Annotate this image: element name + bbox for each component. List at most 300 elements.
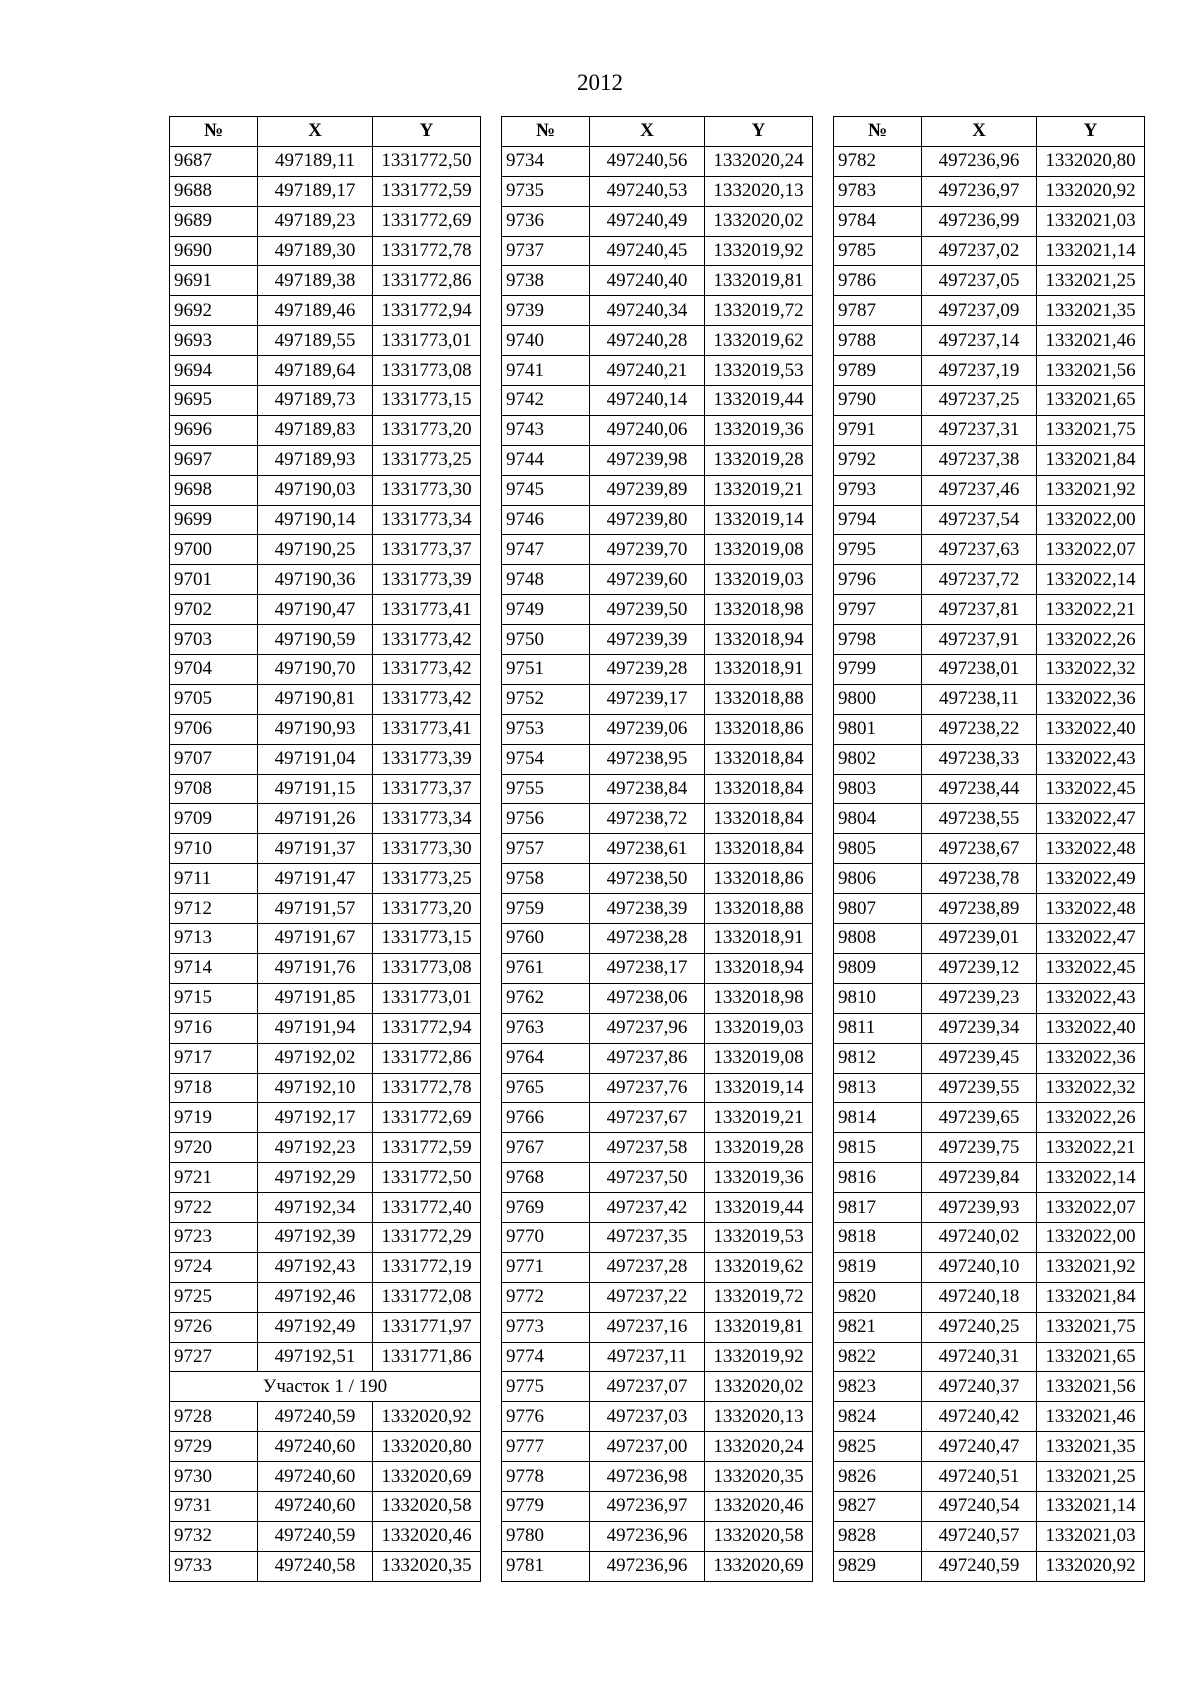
coordinate-x: 497189,17 [258, 176, 373, 206]
table-row [170, 1432, 481, 1462]
table-row [834, 625, 1145, 655]
coordinate-y: 1331773,30 [373, 834, 481, 864]
coordinate-y: 1332019,03 [705, 1013, 813, 1043]
point-number: 9698 [170, 475, 258, 505]
coordinate-x: 497237,19 [922, 356, 1037, 386]
coordinate-y: 1332019,08 [705, 535, 813, 565]
coordinate-y: 1332022,26 [1037, 625, 1145, 655]
point-number: 9762 [502, 983, 590, 1013]
coordinate-y: 1332021,46 [1037, 1402, 1145, 1432]
coordinate-x: 497237,76 [590, 1073, 705, 1103]
point-number: 9710 [170, 834, 258, 864]
point-number: 9823 [834, 1372, 922, 1402]
table-row [834, 1551, 1145, 1581]
coordinate-y: 1332020,46 [705, 1491, 813, 1521]
coordinate-y: 1332019,62 [705, 1252, 813, 1282]
coordinate-y: 1332022,40 [1037, 1013, 1145, 1043]
point-number: 9695 [170, 386, 258, 416]
coordinate-x: 497240,60 [258, 1491, 373, 1521]
point-number: 9805 [834, 834, 922, 864]
table-row [834, 774, 1145, 804]
coordinate-x: 497240,47 [922, 1432, 1037, 1462]
table-row [834, 1252, 1145, 1282]
table-row [502, 296, 813, 326]
point-number: 9714 [170, 953, 258, 983]
coordinate-y: 1332018,88 [705, 684, 813, 714]
coordinate-y: 1332018,84 [705, 744, 813, 774]
point-number: 9696 [170, 415, 258, 445]
table-row [502, 983, 813, 1013]
table-row [170, 744, 481, 774]
point-number: 9699 [170, 505, 258, 535]
point-number: 9789 [834, 356, 922, 386]
coordinate-y: 1331773,41 [373, 714, 481, 744]
coordinate-y: 1332022,14 [1037, 565, 1145, 595]
point-number: 9772 [502, 1282, 590, 1312]
table-row [170, 445, 481, 475]
point-number: 9706 [170, 714, 258, 744]
table-row [502, 894, 813, 924]
table-row [502, 445, 813, 475]
coordinate-x: 497239,60 [590, 565, 705, 595]
table-row [834, 1282, 1145, 1312]
coordinate-x: 497238,11 [922, 684, 1037, 714]
coordinate-y: 1331771,97 [373, 1312, 481, 1342]
point-number: 9707 [170, 744, 258, 774]
coordinate-y: 1332020,92 [1037, 1551, 1145, 1581]
header-x: X [590, 117, 705, 147]
coordinate-y: 1331773,15 [373, 924, 481, 954]
point-number: 9694 [170, 356, 258, 386]
coordinate-y: 1332020,24 [705, 146, 813, 176]
table-row [170, 1193, 481, 1223]
coordinate-y: 1332019,36 [705, 1163, 813, 1193]
point-number: 9711 [170, 864, 258, 894]
coordinate-x: 497238,95 [590, 744, 705, 774]
coordinate-x: 497192,34 [258, 1193, 373, 1223]
coordinate-x: 497240,42 [922, 1402, 1037, 1432]
point-number: 9783 [834, 176, 922, 206]
table-row [834, 236, 1145, 266]
table-row [834, 445, 1145, 475]
coordinate-y: 1332021,92 [1037, 475, 1145, 505]
table-row [502, 475, 813, 505]
page-number: 2012 [577, 70, 623, 95]
coordinate-x: 497240,37 [922, 1372, 1037, 1402]
table-row [834, 1312, 1145, 1342]
coordinate-x: 497240,45 [590, 236, 705, 266]
coordinate-x: 497237,46 [922, 475, 1037, 505]
coordinate-x: 497237,50 [590, 1163, 705, 1193]
header-row [834, 117, 1145, 147]
coordinate-y: 1332021,35 [1037, 296, 1145, 326]
coordinate-x: 497240,28 [590, 326, 705, 356]
table-row [834, 924, 1145, 954]
point-number: 9819 [834, 1252, 922, 1282]
table-row [502, 1282, 813, 1312]
coordinate-y: 1332018,86 [705, 864, 813, 894]
table-row [170, 625, 481, 655]
coordinate-y: 1332019,36 [705, 415, 813, 445]
coordinate-y: 1332021,25 [1037, 266, 1145, 296]
coordinate-y: 1332020,80 [373, 1432, 481, 1462]
coordinate-x: 497190,36 [258, 565, 373, 595]
point-number: 9720 [170, 1133, 258, 1163]
point-number: 9801 [834, 714, 922, 744]
table-row [170, 1312, 481, 1342]
table-row [502, 1551, 813, 1581]
point-number: 9820 [834, 1282, 922, 1312]
point-number: 9817 [834, 1193, 922, 1223]
coordinate-y: 1332018,86 [705, 714, 813, 744]
coordinate-x: 497239,80 [590, 505, 705, 535]
point-number: 9768 [502, 1163, 590, 1193]
table-row [502, 1372, 813, 1402]
coordinate-x: 497238,39 [590, 894, 705, 924]
table-row [502, 565, 813, 595]
table-row [502, 1222, 813, 1252]
point-number: 9687 [170, 146, 258, 176]
point-number: 9796 [834, 565, 922, 595]
coordinate-x: 497240,53 [590, 176, 705, 206]
coordinate-y: 1332019,81 [705, 266, 813, 296]
coordinate-y: 1331772,59 [373, 176, 481, 206]
table-row [170, 206, 481, 236]
table-row [834, 714, 1145, 744]
point-number: 9700 [170, 535, 258, 565]
coordinate-y: 1332018,94 [705, 953, 813, 983]
table-row [170, 1013, 481, 1043]
coordinate-x: 497236,97 [590, 1491, 705, 1521]
coordinate-x: 497240,14 [590, 386, 705, 416]
coordinate-x: 497192,49 [258, 1312, 373, 1342]
point-number: 9760 [502, 924, 590, 954]
table-row [502, 326, 813, 356]
coordinate-x: 497240,25 [922, 1312, 1037, 1342]
table-row [170, 894, 481, 924]
point-number: 9827 [834, 1491, 922, 1521]
coordinate-x: 497240,31 [922, 1342, 1037, 1372]
table-row [170, 475, 481, 505]
coordinate-y: 1331773,39 [373, 565, 481, 595]
table-row [170, 1043, 481, 1073]
point-number: 9758 [502, 864, 590, 894]
coordinate-y: 1332019,92 [705, 1342, 813, 1372]
coordinate-x: 497192,43 [258, 1252, 373, 1282]
point-number: 9777 [502, 1432, 590, 1462]
point-number: 9766 [502, 1103, 590, 1133]
coordinate-x: 497192,17 [258, 1103, 373, 1133]
coordinate-y: 1332020,69 [705, 1551, 813, 1581]
coordinate-y: 1332019,21 [705, 475, 813, 505]
header-no: № [170, 117, 258, 147]
table-row [834, 655, 1145, 685]
coordinate-x: 497237,02 [922, 236, 1037, 266]
coordinate-y: 1332022,36 [1037, 1043, 1145, 1073]
table-row [170, 655, 481, 685]
coordinate-y: 1332021,84 [1037, 445, 1145, 475]
coordinate-x: 497189,23 [258, 206, 373, 236]
point-number: 9826 [834, 1462, 922, 1492]
coordinate-y: 1332022,00 [1037, 1222, 1145, 1252]
point-number: 9755 [502, 774, 590, 804]
coordinate-y: 1331772,86 [373, 1043, 481, 1073]
table-row [834, 326, 1145, 356]
coordinate-x: 497236,98 [590, 1462, 705, 1492]
table-row [834, 1013, 1145, 1043]
point-number: 9808 [834, 924, 922, 954]
table-row [834, 415, 1145, 445]
coordinate-x: 497240,59 [922, 1551, 1037, 1581]
table-row [170, 266, 481, 296]
coordinate-y: 1332019,81 [705, 1312, 813, 1342]
coordinate-x: 497239,45 [922, 1043, 1037, 1073]
point-number: 9793 [834, 475, 922, 505]
point-number: 9813 [834, 1073, 922, 1103]
point-number: 9784 [834, 206, 922, 236]
point-number: 9767 [502, 1133, 590, 1163]
point-number: 9770 [502, 1222, 590, 1252]
table-row [170, 176, 481, 206]
coordinate-y: 1331773,30 [373, 475, 481, 505]
point-number: 9708 [170, 774, 258, 804]
coordinate-y: 1331773,25 [373, 445, 481, 475]
table-row [834, 1043, 1145, 1073]
table-row [170, 1462, 481, 1492]
point-number: 9721 [170, 1163, 258, 1193]
point-number: 9734 [502, 146, 590, 176]
coordinate-x: 497191,37 [258, 834, 373, 864]
table-row [502, 1462, 813, 1492]
coordinate-y: 1332022,00 [1037, 505, 1145, 535]
table-row [834, 953, 1145, 983]
point-number: 9736 [502, 206, 590, 236]
coordinate-y: 1332018,98 [705, 595, 813, 625]
point-number: 9722 [170, 1193, 258, 1223]
point-number: 9717 [170, 1043, 258, 1073]
coordinate-x: 497191,47 [258, 864, 373, 894]
point-number: 9764 [502, 1043, 590, 1073]
coordinate-x: 497237,58 [590, 1133, 705, 1163]
table-row [834, 804, 1145, 834]
table-row [502, 924, 813, 954]
table-row [834, 744, 1145, 774]
coordinate-x: 497237,72 [922, 565, 1037, 595]
coordinate-x: 497189,83 [258, 415, 373, 445]
point-number: 9797 [834, 595, 922, 625]
coordinate-y: 1332022,43 [1037, 983, 1145, 1013]
point-number: 9735 [502, 176, 590, 206]
table-row [502, 206, 813, 236]
coordinate-x: 497240,60 [258, 1462, 373, 1492]
coordinate-x: 497190,47 [258, 595, 373, 625]
header-no: № [502, 117, 590, 147]
coordinate-x: 497190,93 [258, 714, 373, 744]
point-number: 9774 [502, 1342, 590, 1372]
point-number: 9716 [170, 1013, 258, 1043]
table-row [502, 774, 813, 804]
coordinate-y: 1332022,32 [1037, 1073, 1145, 1103]
coordinate-y: 1332021,25 [1037, 1462, 1145, 1492]
table-row [170, 565, 481, 595]
coordinate-y: 1331773,34 [373, 505, 481, 535]
coordinate-y: 1331772,50 [373, 1163, 481, 1193]
point-number: 9822 [834, 1342, 922, 1372]
coordinate-y: 1332022,48 [1037, 834, 1145, 864]
coordinate-x: 497237,35 [590, 1222, 705, 1252]
point-number: 9810 [834, 983, 922, 1013]
table-row [502, 834, 813, 864]
table-row [170, 1103, 481, 1133]
coordinate-y: 1331773,01 [373, 326, 481, 356]
coordinate-y: 1332022,49 [1037, 864, 1145, 894]
table-row [502, 595, 813, 625]
table-row [502, 415, 813, 445]
table-row [170, 326, 481, 356]
coordinate-y: 1332022,21 [1037, 1133, 1145, 1163]
point-number: 9781 [502, 1551, 590, 1581]
point-number: 9791 [834, 415, 922, 445]
coordinate-x: 497191,85 [258, 983, 373, 1013]
coordinate-y: 1332020,02 [705, 206, 813, 236]
table-row [170, 535, 481, 565]
table-row [170, 1491, 481, 1521]
coordinate-y: 1331773,37 [373, 535, 481, 565]
coordinate-y: 1332018,91 [705, 655, 813, 685]
point-number: 9811 [834, 1013, 922, 1043]
coordinate-x: 497237,07 [590, 1372, 705, 1402]
coordinate-x: 497237,11 [590, 1342, 705, 1372]
coordinate-x: 497191,67 [258, 924, 373, 954]
coordinate-x: 497191,94 [258, 1013, 373, 1043]
header-row [502, 117, 813, 147]
point-number: 9776 [502, 1402, 590, 1432]
table-row [834, 176, 1145, 206]
coordinate-y: 1331773,25 [373, 864, 481, 894]
coordinate-y: 1332018,91 [705, 924, 813, 954]
coordinates-table-2 [501, 116, 813, 1582]
coordinate-y: 1331772,19 [373, 1252, 481, 1282]
point-number: 9689 [170, 206, 258, 236]
point-number: 9800 [834, 684, 922, 714]
point-number: 9792 [834, 445, 922, 475]
coordinate-y: 1332018,84 [705, 834, 813, 864]
coordinate-y: 1331772,94 [373, 296, 481, 326]
coordinate-x: 497239,98 [590, 445, 705, 475]
coordinate-x: 497236,96 [590, 1551, 705, 1581]
table-row [502, 655, 813, 685]
coordinate-y: 1332019,28 [705, 445, 813, 475]
coordinate-x: 497240,60 [258, 1432, 373, 1462]
point-number: 9712 [170, 894, 258, 924]
coordinate-x: 497240,59 [258, 1402, 373, 1432]
coordinate-x: 497239,06 [590, 714, 705, 744]
coordinate-y: 1331772,29 [373, 1222, 481, 1252]
header-y: Y [373, 117, 481, 147]
coordinate-y: 1332021,92 [1037, 1252, 1145, 1282]
table-row [170, 684, 481, 714]
coordinate-x: 497238,89 [922, 894, 1037, 924]
table-row [502, 505, 813, 535]
table-row [502, 1402, 813, 1432]
coordinate-x: 497237,25 [922, 386, 1037, 416]
coordinate-x: 497190,14 [258, 505, 373, 535]
coordinate-x: 497189,11 [258, 146, 373, 176]
point-number: 9729 [170, 1432, 258, 1462]
table-row [502, 236, 813, 266]
point-number: 9744 [502, 445, 590, 475]
coordinate-x: 497238,22 [922, 714, 1037, 744]
point-number: 9751 [502, 655, 590, 685]
coordinate-y: 1332018,84 [705, 774, 813, 804]
header-row [170, 117, 481, 147]
coordinate-y: 1332019,14 [705, 1073, 813, 1103]
point-number: 9718 [170, 1073, 258, 1103]
coordinate-y: 1332019,21 [705, 1103, 813, 1133]
coordinate-y: 1331772,69 [373, 206, 481, 236]
table-row [502, 804, 813, 834]
table-row [170, 804, 481, 834]
coordinate-x: 497239,70 [590, 535, 705, 565]
point-number: 9814 [834, 1103, 922, 1133]
point-number: 9746 [502, 505, 590, 535]
coordinate-x: 497237,05 [922, 266, 1037, 296]
point-number: 9743 [502, 415, 590, 445]
point-number: 9763 [502, 1013, 590, 1043]
coordinate-x: 497192,10 [258, 1073, 373, 1103]
coordinate-y: 1331773,08 [373, 953, 481, 983]
point-number: 9704 [170, 655, 258, 685]
coordinate-x: 497237,86 [590, 1043, 705, 1073]
point-number: 9753 [502, 714, 590, 744]
table-row [502, 1342, 813, 1372]
table-row [502, 1312, 813, 1342]
table-row [170, 864, 481, 894]
coordinate-y: 1332021,65 [1037, 386, 1145, 416]
coordinate-y: 1331773,41 [373, 595, 481, 625]
coordinate-x: 497192,39 [258, 1222, 373, 1252]
coordinate-x: 497237,09 [922, 296, 1037, 326]
coordinate-y: 1332020,13 [705, 1402, 813, 1432]
coordinates-table-3 [833, 116, 1145, 1582]
point-number: 9742 [502, 386, 590, 416]
coordinate-x: 497238,01 [922, 655, 1037, 685]
point-number: 9816 [834, 1163, 922, 1193]
point-number: 9778 [502, 1462, 590, 1492]
table-row [834, 505, 1145, 535]
point-number: 9747 [502, 535, 590, 565]
coordinate-x: 497190,59 [258, 625, 373, 655]
coordinate-x: 497237,67 [590, 1103, 705, 1133]
coordinate-y: 1332020,92 [1037, 176, 1145, 206]
table-row [170, 1222, 481, 1252]
table-row [502, 1163, 813, 1193]
coordinate-y: 1332019,62 [705, 326, 813, 356]
coordinate-y: 1332022,07 [1037, 1193, 1145, 1223]
point-number: 9752 [502, 684, 590, 714]
coordinate-x: 497239,12 [922, 953, 1037, 983]
coordinate-x: 497238,50 [590, 864, 705, 894]
point-number: 9690 [170, 236, 258, 266]
point-number: 9757 [502, 834, 590, 864]
coordinate-x: 497189,73 [258, 386, 373, 416]
coordinate-y: 1331772,86 [373, 266, 481, 296]
coordinate-x: 497239,55 [922, 1073, 1037, 1103]
table-row [834, 595, 1145, 625]
coordinate-x: 497237,96 [590, 1013, 705, 1043]
coordinate-y: 1332021,75 [1037, 415, 1145, 445]
coordinate-y: 1331771,86 [373, 1342, 481, 1372]
